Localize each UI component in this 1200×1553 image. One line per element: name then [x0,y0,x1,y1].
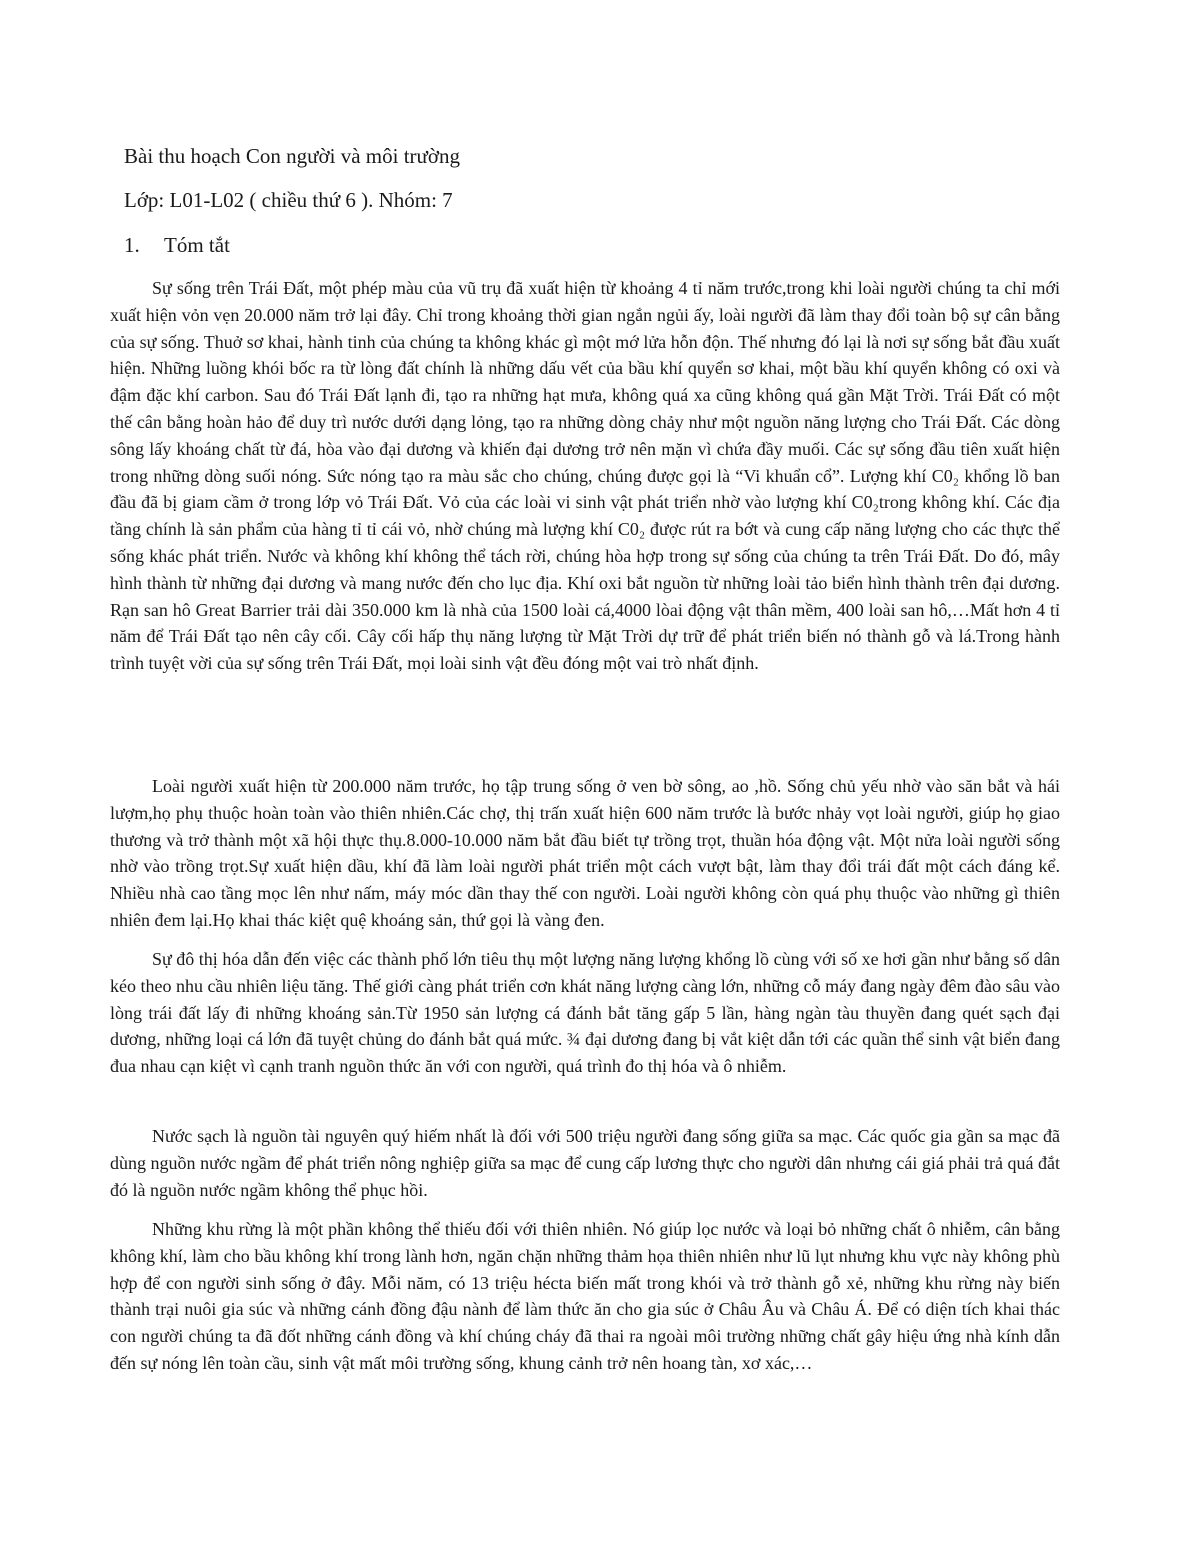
section-number: 1. [124,233,140,257]
paragraph-text: Những khu rừng là một phần không thể thiếu đối với thiên nhiên. Nó giúp lọc nước và loại bỏ những chất ô nhiễm, cân bằng không khí, làm cho bầu không khí trong lành hơn, ngăn chặn những thảm họa thiên nhiên như lũ lụt nhưng khu vực này không phù hợp để con người sinh sống ở đây. Mỗi năm, có 13 triệu hécta biến mất trong khói và trở thành gỗ xẻ, những khu rừng này biến thành trại nuôi gia súc và những cánh đồng đậu nành để làm thức ăn cho gia súc ở Châu Âu và Châu Á. Để có diện tích khai thác con người chúng ta đã đốt những cánh đồng và khí chúng cháy đã thai ra ngoài môi trường những chất gây hiệu ứng nhà kính dẫn đến sự nóng lên toàn cầu, sinh vật mất môi trường sống, khung cảnh trở nên hoang tàn, xơ xác,… [110,1219,1060,1373]
paragraph-text: Loài người xuất hiện từ 200.000 năm trước, họ tập trung sống ở ven bờ sông, ao ,hồ. Sống chủ yếu nhờ vào săn bắt và hái lượm,họ phụ thuộc hoàn toàn vào thiên nhiên.Các chợ, thị trấn xuất hiện 600 năm trước là bước nhảy vọt loài người, giúp họ giao thương và trở thành một xã hội thực thụ.8.000-10.000 năm bắt đầu biết tự trồng trọt, thuần hóa động vật. Một nửa loài người sống nhờ vào trồng trọt.Sự xuất hiện dầu, khí đã làm loài người phát triển một cách vượt bật, làm thay đổi trái đất một cách đáng kể. Nhiều nhà cao tầng mọc lên như nấm, máy móc dần thay thế con người. Loài người không còn quá phụ thuộc vào những gì thiên nhiên đem lại.Họ khai thác kiệt quệ khoáng sản, thứ gọi là vàng đen. [110,776,1060,930]
paragraph-urbanization [110,946,1060,1080]
paragraph-origin-of-life [110,275,1060,677]
paragraph-text: Sự đô thị hóa dẫn đến việc các thành phố lớn tiêu thụ một lượng năng lượng khổng lồ cùng với số xe hơi gần như bằng số dân kéo theo nhu cầu nhiên liệu tăng. Thế giới càng phát triển cơn khát năng lượng càng lớn, những cỗ máy đang ngày đêm đào sâu vào lòng trái đất lấy đi những khoáng sản.Từ 1950 sản lượng cá đánh bắt tăng gấp 5 lần, hàng ngàn tàu thuyền đang quét sạch đại dương, những loại cá lớn đã tuyệt chủng do đánh bắt quá mức. ¾ đại dương đang bị vắt kiệt dẫn tới các quần thể sinh vật biển đang đua nhau cạn kiệt vì cạnh tranh nguồn thức ăn với con người, quá trình đo thị hóa và ô nhiễm. [110,949,1061,1077]
paragraph-text: Nước sạch là nguồn tài nguyên quý hiếm nhất là đối với 500 triệu người đang sống giữa sa mạc. Các quốc gia gần sa mạc đã dùng nguồn nước ngầm để phát triển nông nghiệp giữa sa mạc để cung cấp lương thực cho người dân nhưng cái giá phải trả quá đắt đó là nguồn nước ngầm không thể phục hồi. [110,1126,1060,1200]
paragraph-forests [110,1216,1060,1377]
section-heading-text: Tóm tắt [164,233,230,257]
paragraph-clean-water [110,1123,1060,1203]
paragraph-text: Sự sống trên Trái Đất, một phép màu của vũ trụ đã xuất hiện từ khoảng 4 tỉ năm trước,trong khi loài người chúng ta chỉ mới xuất hiện vỏn vẹn 20.000 năm trở lại đây. Chỉ trong khoảng thời gian ngắn ngủi ấy, loài người đã làm thay đổi toàn bộ sự cân bằng của sự sống. Thuở sơ khai, hành tinh của chúng ta không khác gì một mớ lửa hỗn độn. Thế nhưng đó lại là nơi sự sống bắt đầu xuất hiện. Những luồng khói bốc ra từ lòng đất chính là những dấu vết của bầu khí quyển sơ khai, một bầu khí quyển không có oxi và đậm đặc khí carbon. Sau đó Trái Đất lạnh đi, tạo ra những hạt mưa, không quá xa cũng không quá gần Mặt Trời. Trái Đất có một thế cân bằng hoàn hảo để duy trì nước dưới dạng lỏng, tạo ra những dòng chảy như một nguồn năng lượng cho Trái Đất. Các dòng sông lấy khoáng chất từ đá, hòa vào đại dương và khiến đại dương trở nên mặn vì chứa đầy muối. Các sự sống đầu tiên xuất hiện trong những dòng suối nóng. Sức nóng tạo ra màu sắc cho chúng, chúng được gọi là “Vi khuẩn cổ”. Lượng khí C0₂ khổng lồ ban đầu đã bị giam cầm ở trong lớp vỏ Trái Đất. Vỏ của các loài vi sinh vật phát triển nhờ vào lượng khí C0₂trong không khí. Các địa tầng chính là sản phẩm của hàng tỉ tỉ cái vỏ, nhờ chúng mà lượng khí C0₂ được rút ra bớt và cung cấp năng lượng cho các thực thể sống khác phát triển. Nước và không khí không thể tách rời, chúng hòa hợp trong sự sống của chúng ta trên Trái Đất. Do đó, mây hình thành từ những đại dương và mang nước đến cho lục địa. Khí oxi bắt nguồn từ những loài tảo biển hình thành trên đại dương. Rạn san hô Great Barrier trải dài 350.000 km là nhà của 1500 loài cá,4000 lòai động vật thân mềm, 400 loài san hô,…Mất hơn 4 tỉ năm để Trái Đất tạo nên cây cối. Cây cối hấp thụ năng lượng từ Mặt Trời dự trữ để phát triển biến nó thành gỗ và lá.Trong hành trình tuyệt vời của sự sống trên Trái Đất, mọi loài sinh vật đều đóng một vai trò nhất định. [110,278,1060,674]
paragraph-human-history [110,773,1060,934]
document-title: Bài thu hoạch Con người và môi trường [124,144,461,168]
class-group-line: Lớp: L01-L02 ( chiều thứ 6 ). Nhóm: 7 [124,188,453,212]
section-heading [124,232,230,258]
